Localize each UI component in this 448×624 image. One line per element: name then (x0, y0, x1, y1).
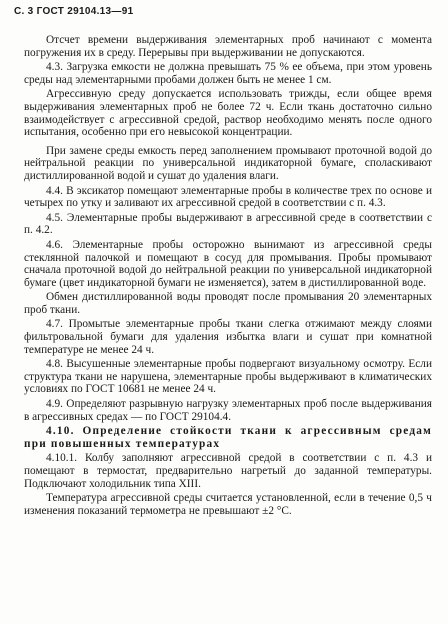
paragraph-4-4: 4.4. В эксикатор помещают элементарные пробы в количестве трех по основе и четырех по утку и заливают их агрессивной средой в соответствии с п. 4.3. (24, 184, 432, 210)
section-heading-4-10: 4.10. Определение стойкости ткани к агрессивным средам при повышенных температурах (24, 425, 432, 450)
paragraph-water-exchange: Обмен дистиллированной воды проводят после промывания 20 элементарных проб ткани. (24, 291, 432, 316)
paragraph-4-3: 4.3. Загрузка емкости не должна превышать 75 % ее объема, при этом уровень среды над элементарными пробами должен быть не менее 1 см. (24, 61, 432, 86)
paragraph-4-8: 4.8. Высушенные элементарные пробы подвергают визуальному осмотру. Если структура ткани не нарушена, элементарные пробы выдерживают в климатических условиях по ГОСТ 10681 не менее 24 ч. (24, 358, 432, 396)
page-header: С. 3 ГОСТ 29104.13—91 (14, 6, 134, 17)
paragraph-4-9: 4.9. Определяют разрывную нагрузку элементарных проб после выдерживания в агрессивных средах — по ГОСТ 29104.4. (24, 398, 432, 423)
paragraph-timing: Отсчет времени выдерживания элементарных проб начинают с момента погружения их в среду. Перерывы при выдерживании не допускаются. (24, 34, 432, 59)
paragraph-4-10-1: 4.10.1. Колбу заполняют агрессивной средой в соответствии с п. 4.3 и помещают в термостат, предварительно нагретый до заданной температуры. Подключают холодильник типа XIII. (24, 452, 432, 490)
paragraph-replacement: При замене среды емкость перед заполнением промывают проточной водой до нейтральной реакции по универсальной индикаторной бумаге, споласкивают дистиллированной водой и сушат до удаления влаги. (24, 144, 432, 182)
document-body (24, 34, 432, 517)
paragraph-4-6: 4.6. Элементарные пробы осторожно вынимают из агрессивной среды стеклянной палочкой и помещают в сосуд для промывания. Пробы промывают сначала проточной водой до нейтральной реакции по универсальной индикаторной бумаге (цвет индикаторной бумаги не изменяется), затем в дистиллированной воде. (24, 238, 432, 289)
paragraph-temperature: Температура агрессивной среды считается установленной, если в течение 0,5 ч изменения показаний термометра не превышают ±2 °С. (24, 492, 432, 517)
paragraph-4-7: 4.7. Промытые элементарные пробы ткани слегка отжимают между слоями фильтровальной бумаги для удаления избытка влаги и сушат при комнатной температуре не менее 24 ч. (24, 318, 432, 356)
paragraph-reuse: Агрессивную среду допускается использовать трижды, если общее время выдерживания элементарных проб не более 72 ч. Если ткань достаточно сильно взаимодействует с агрессивной средой, раствор необходимо менять после одного испытания, особенно при его невысокой концентрации. (24, 88, 432, 139)
paragraph-4-5: 4.5. Элементарные пробы выдерживают в агрессивной среде в соответствии с п. 4.2. (24, 211, 432, 237)
